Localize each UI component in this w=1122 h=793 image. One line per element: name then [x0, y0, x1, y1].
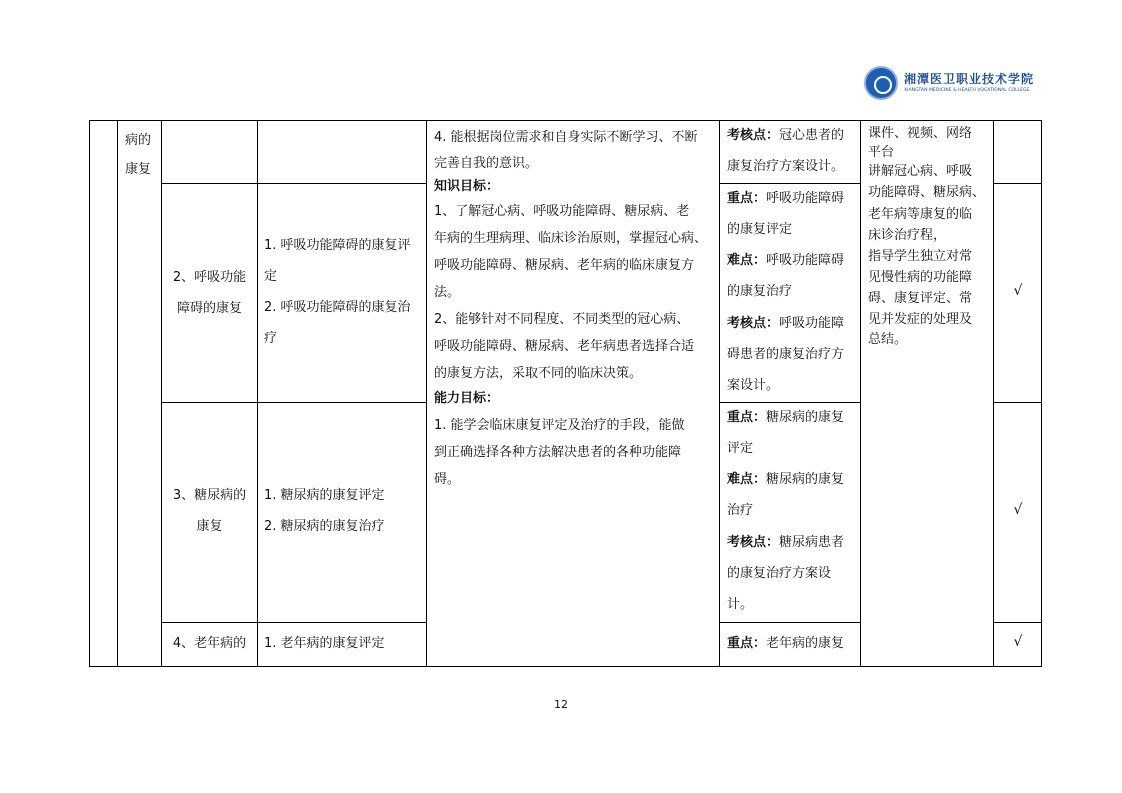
difficulty-text: 糖尿病的康复	[766, 472, 845, 487]
resource-line: 课件、视频、网络	[868, 126, 973, 141]
key-text: 的康复评定	[727, 222, 793, 237]
knowledge-line: 呼吸功能障碍、糖尿病、老年病患者选择合适	[434, 339, 695, 354]
topic-diabetes-line2: 康复	[196, 519, 223, 534]
content-respiratory-2: 定	[264, 269, 278, 284]
knowledge-line: 呼吸功能障碍、糖尿病、老年病的临床康复方	[434, 258, 695, 273]
difficulty-label: 难点：	[727, 472, 767, 487]
content-elderly-1: 1. 老年病的康复评定	[264, 636, 385, 651]
key-text: 呼吸功能障碍	[766, 191, 845, 206]
exam-text: 呼吸功能障	[779, 316, 845, 331]
logo-english-name: XIANGTAN MEDICINE & HEALTH VOCATIONAL COLLEGE	[904, 88, 1030, 93]
exam-text: 计。	[727, 597, 754, 612]
knowledge-line: 法。	[434, 285, 461, 300]
exam-text: 冠心患者的	[779, 128, 845, 143]
key-label: 重点：	[727, 636, 767, 651]
content-respiratory-3: 2. 呼吸功能障碍的康复治	[264, 300, 411, 315]
resource-line: 讲解冠心病、呼吸	[868, 164, 973, 179]
ability-line: 1. 能学会临床康复评定及治疗的手段，能做	[434, 418, 685, 433]
content-diabetes-2: 2. 糖尿病的康复治疗	[264, 519, 385, 534]
topic-respiratory-line2: 障碍的康复	[176, 301, 242, 316]
content-respiratory-1: 1. 呼吸功能障碍的康复评	[264, 238, 411, 253]
resource-line: 碍、康复评定、常	[868, 291, 973, 306]
exam-text: 案设计。	[727, 378, 780, 393]
topic-diabetes-line1: 3、糖尿病的	[172, 488, 247, 503]
resource-line: 总结。	[868, 332, 908, 347]
knowledge-title: 知识目标：	[434, 179, 500, 194]
resource-line: 功能障碍、糖尿病、	[868, 185, 986, 200]
resource-line: 老年病等康复的临	[868, 207, 973, 222]
difficulty-text: 呼吸功能障碍	[766, 253, 845, 268]
exam-label: 考核点：	[727, 316, 780, 331]
college-emblem-icon	[864, 66, 898, 100]
logo-name: 湘潭医卫职业技术学院	[904, 72, 1035, 86]
key-label: 重点：	[727, 410, 767, 425]
exam-label: 考核点：	[727, 535, 780, 550]
check-mark-respiratory: √	[1013, 283, 1023, 299]
topic-elderly-line1: 4、老年病的	[172, 636, 247, 651]
key-label: 重点：	[727, 191, 767, 206]
ability-line: 碍。	[434, 472, 461, 487]
knowledge-line: 的康复方法，采取不同的临床决策。	[434, 366, 643, 381]
resource-line: 平台	[868, 145, 895, 160]
knowledge-line: 2、能够针对不同程度、不同类型的冠心病、	[434, 312, 690, 327]
resource-line: 床诊治疗程，	[868, 228, 947, 243]
content-diabetes-1: 1. 糖尿病的康复评定	[264, 488, 385, 503]
page-number: 12	[554, 698, 568, 711]
exam-text: 康复治疗方案设计。	[727, 159, 845, 174]
check-mark-elderly: √	[1013, 634, 1023, 650]
knowledge-line: 年病的生理病理、临床诊治原则，掌握冠心病、	[434, 231, 708, 246]
difficulty-text: 治疗	[727, 503, 754, 518]
resource-line: 见慢性病的功能障	[868, 270, 973, 285]
topic-respiratory-line1: 2、呼吸功能	[172, 270, 247, 285]
ability-title: 能力目标：	[434, 391, 500, 406]
key-text: 糖尿病的康复	[766, 410, 845, 425]
college-logo	[864, 66, 1044, 104]
knowledge-line: 1、了解冠心病、呼吸功能障碍、糖尿病、老	[434, 204, 690, 219]
exam-text: 碍患者的康复治疗方	[727, 347, 845, 362]
objective-line2: 完善自我的意识。	[434, 156, 539, 171]
key-text: 评定	[727, 441, 754, 456]
check-mark-diabetes: √	[1013, 502, 1023, 518]
exam-text: 的康复治疗方案设	[727, 566, 832, 581]
objective-line1: 4. 能根据岗位需求和自身实际不断学习、不断	[434, 130, 698, 145]
ability-line: 到正确选择各种方法解决患者的各种功能障	[434, 445, 682, 460]
difficulty-label: 难点：	[727, 253, 767, 268]
difficulty-text: 的康复治疗	[727, 284, 793, 299]
chapter-title-line2: 康复	[125, 162, 152, 177]
chapter-title-line1: 病的	[125, 133, 152, 148]
key-text: 老年病的康复	[766, 636, 845, 651]
exam-label: 考核点：	[727, 128, 780, 143]
content-respiratory-4: 疗	[264, 331, 278, 346]
exam-text: 糖尿病患者	[779, 535, 845, 550]
resource-line: 见并发症的处理及	[868, 312, 973, 327]
resource-line: 指导学生独立对常	[868, 249, 973, 264]
